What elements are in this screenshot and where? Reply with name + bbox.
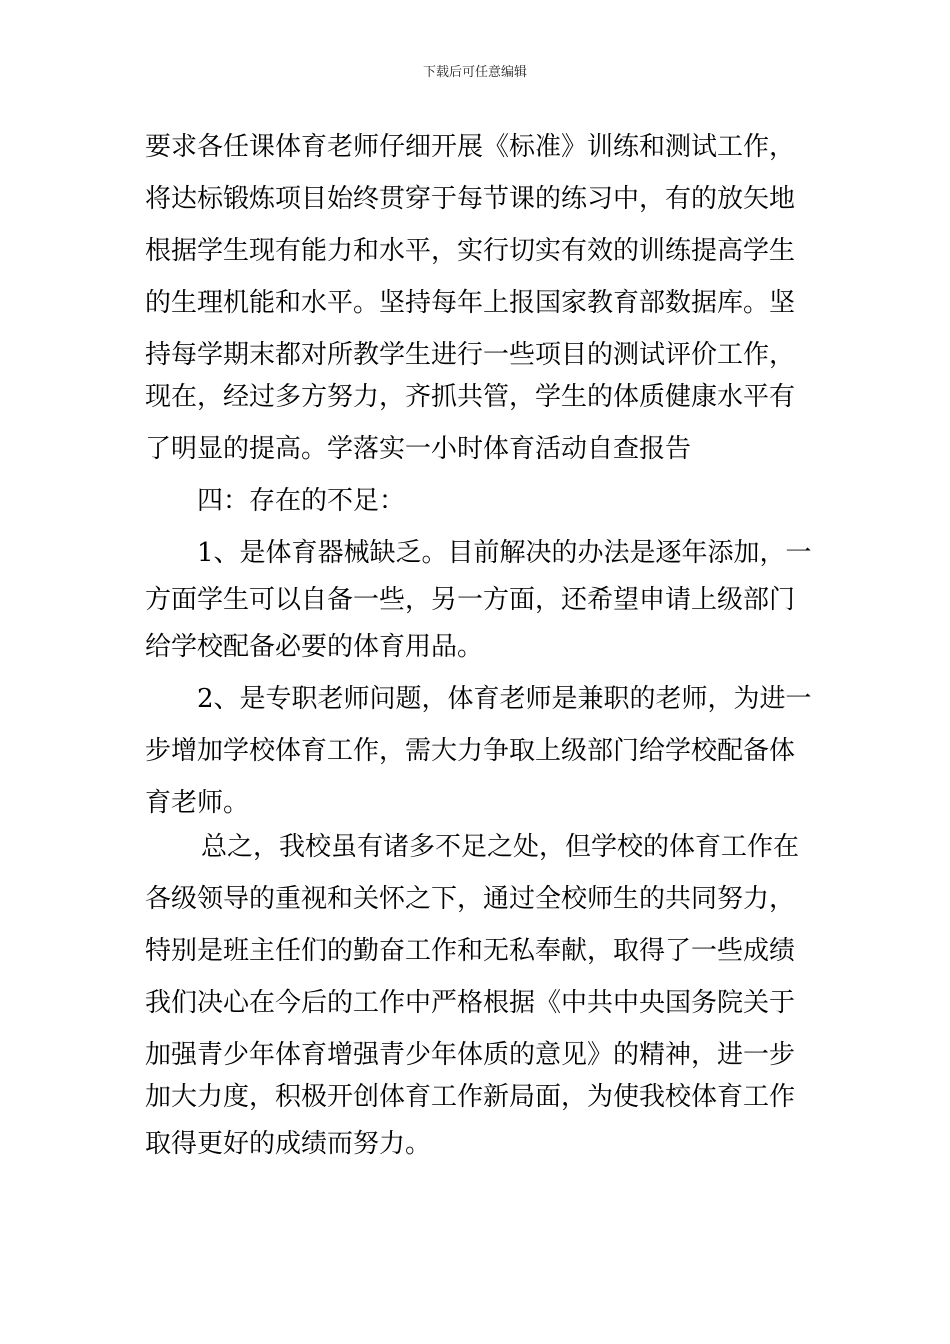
paragraph-line: 取得更好的成绩而努力。 — [145, 1129, 432, 1159]
paragraph-line: 各级领导的重视和关怀之下，通过全校师生的共同努力， — [145, 884, 796, 914]
page-header: 下载后可任意编辑 — [422, 65, 527, 80]
paragraph-line: 1、是体育器械缺乏。目前解决的办法是逐年添加，一 — [197, 538, 812, 568]
paragraph-line: 方面学生可以自备一些，另一方面，还希望申请上级部门 — [145, 585, 796, 615]
paragraph-line: 总之，我校虽有诸多不足之处，但学校的体育工作在 — [201, 832, 800, 862]
paragraph-line: 特别是班主任们的勤奋工作和无私奉献，取得了一些成绩 — [145, 936, 796, 966]
paragraph-line: 了明显的提高。学落实一小时体育活动自查报告 — [145, 434, 692, 464]
paragraph-line: 将达标锻炼项目始终贯穿于每节课的练习中，有的放矢地 — [145, 184, 796, 214]
paragraph-line: 根据学生现有能力和水平，实行切实有效的训练提高学生 — [145, 236, 796, 266]
paragraph-line: 要求各任课体育老师仔细开展《标准》训练和测试工作， — [145, 132, 796, 162]
paragraph-line: 给学校配备必要的体育用品。 — [145, 632, 484, 662]
paragraph-line: 步增加学校体育工作，需大力争取上级部门给学校配备体 — [145, 736, 796, 766]
paragraph-line: 加大力度，积极开创体育工作新局面，为使我校体育工作 — [145, 1082, 796, 1112]
paragraph-line: 的生理机能和水平。坚持每年上报国家教育部数据库。坚 — [145, 288, 796, 318]
paragraph-line: 现在，经过多方努力，齐抓共管，学生的体质健康水平有 — [145, 382, 796, 412]
paragraph-line: 2、是专职老师问题，体育老师是兼职的老师，为进一 — [197, 684, 812, 714]
paragraph-line: 持每学期末都对所教学生进行一些项目的测试评价工作， — [145, 340, 796, 370]
paragraph-line: 育老师。 — [145, 788, 250, 818]
paragraph-line: 我们决心在今后的工作中严格根据《中共中央国务院关于 — [145, 988, 796, 1018]
paragraph-line: 加强青少年体育增强青少年体质的意见》的精神，进一步 — [145, 1040, 796, 1070]
section-heading: 四：存在的不足： — [197, 486, 406, 516]
